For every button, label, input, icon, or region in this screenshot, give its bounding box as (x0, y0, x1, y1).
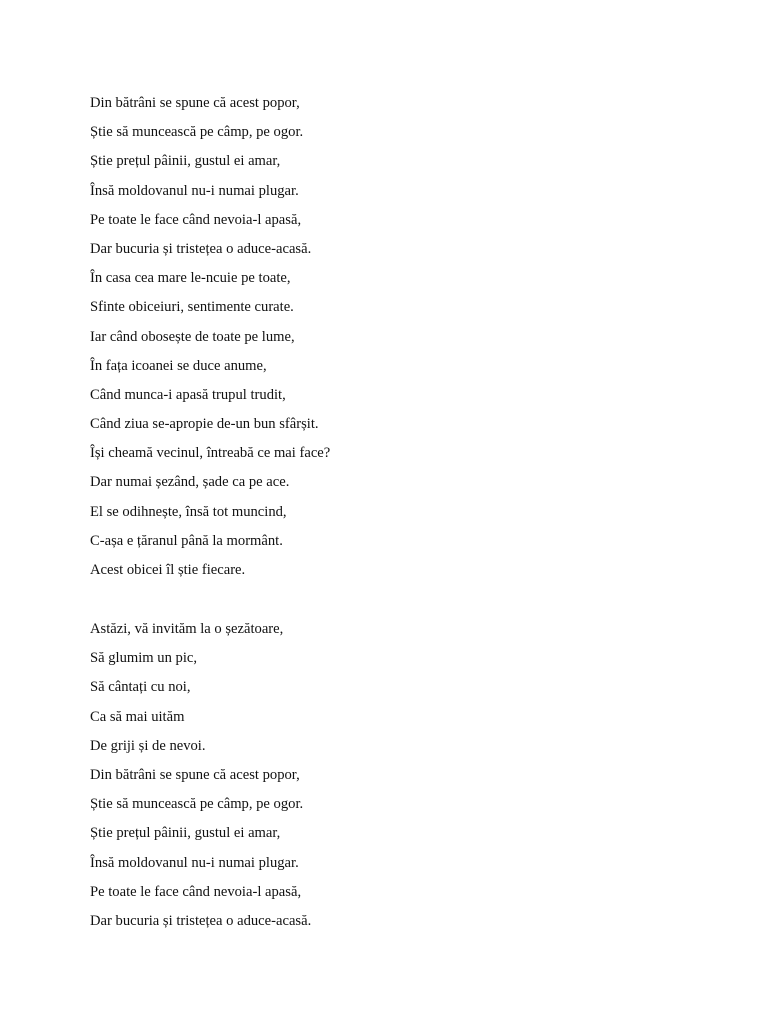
poem-line: Ca să mai uităm (90, 708, 185, 725)
poem-line: Acest obicei îl știe fiecare. (90, 562, 246, 578)
poem-line: Știe să muncească pe câmp, pe ogor. (90, 124, 304, 141)
poem-line: Sfinte obiceiuri, sentimente curate. (90, 299, 294, 316)
stanza-2 (90, 619, 311, 940)
poem-line: C-așa e țăranul până la mormânt. (90, 532, 283, 549)
poem-line: Când munca-i apasă trupul trudit, (90, 386, 286, 403)
poem-line: Își cheamă vecinul, întreabă ce mai face? (90, 445, 331, 462)
poem-line: Să glumim un pic, (90, 650, 198, 667)
poem-line: Pe toate le face când nevoia-l apasă, (90, 883, 302, 900)
poem-line: Să cântați cu noi, (90, 679, 191, 696)
poem-line: El se odihnește, însă tot muncind, (90, 503, 287, 520)
poem-line: Însă moldovanul nu-i numai plugar. (90, 854, 299, 871)
poem-line: În fața icoanei se duce anume, (90, 357, 267, 374)
poem-line: Din bătrâni se spune că acest popor, (90, 766, 300, 783)
poem-line: De griji și de nevoi. (90, 737, 206, 754)
poem-line: Însă moldovanul nu-i numai plugar. (90, 182, 299, 199)
stanza-1 (90, 93, 330, 589)
poem-line: Dar bucuria și tristețea o aduce-acasă. (90, 240, 312, 257)
poem-line: Știe prețul pâinii, gustul ei amar, (90, 825, 281, 842)
poem-line: Iar când obosește de toate pe lume, (90, 328, 295, 345)
poem-line: Dar numai șezând, șade ca pe ace. (90, 474, 290, 491)
poem-line: Pe toate le face când nevoia-l apasă, (90, 211, 302, 228)
poem-line: Astăzi, vă invităm la o șezătoare, (90, 621, 284, 637)
poem-line: Știe prețul pâinii, gustul ei amar, (90, 153, 281, 170)
poem-line: Dar bucuria și tristețea o aduce-acasă. (90, 912, 312, 929)
poem-line: Știe să muncească pe câmp, pe ogor. (90, 796, 304, 813)
poem-line: Când ziua se-apropie de-un bun sfârșit. (90, 416, 319, 433)
poem-line: În casa cea mare le-ncuie pe toate, (90, 270, 291, 287)
poem-line: Din bătrâni se spune că acest popor, (90, 95, 300, 111)
